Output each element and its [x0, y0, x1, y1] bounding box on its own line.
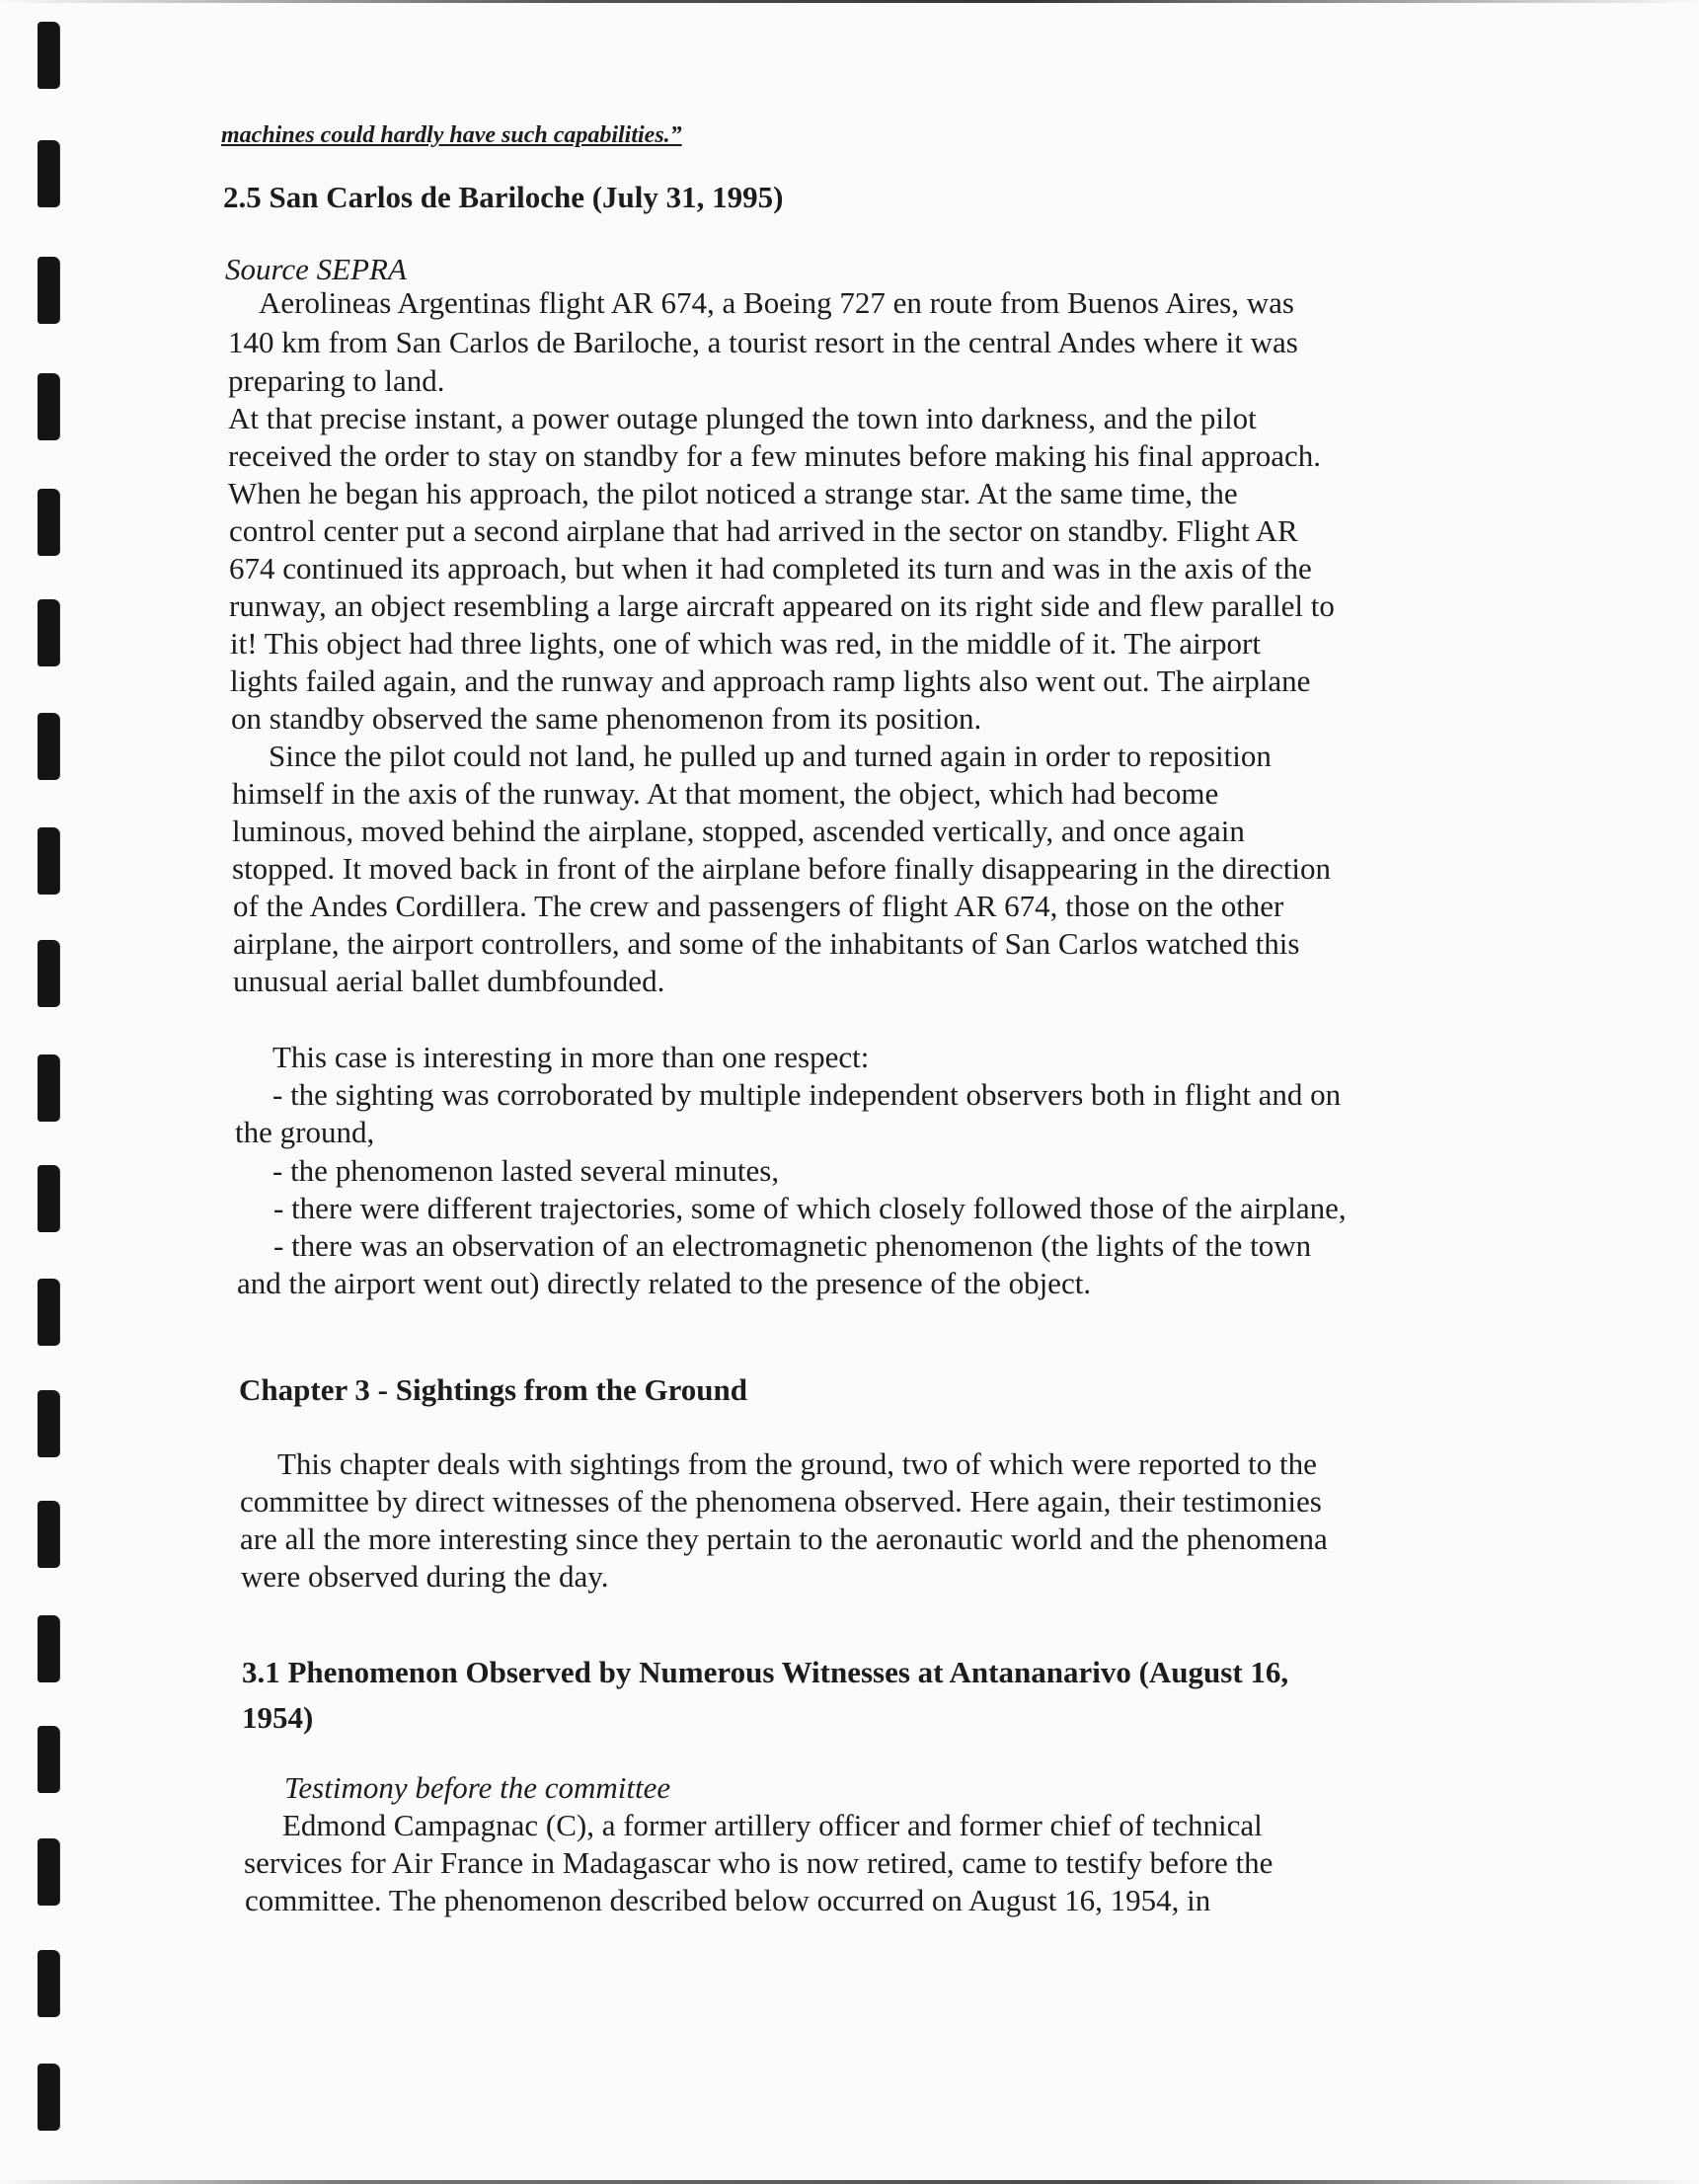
paragraph-line: on standby observed the same phenomenon from its position.: [231, 701, 982, 736]
paragraph-line: are all the more interesting since they pertain to the aeronautic world and the phenomena: [240, 1521, 1328, 1556]
paragraph-line: of the Andes Cordillera. The crew and passengers of flight AR 674, those on the other: [233, 889, 1284, 923]
paragraph-line: At that precise instant, a power outage plunged the town into darkness, and the pilot: [228, 401, 1257, 435]
section-3-1-heading: 1954): [242, 1700, 314, 1735]
paragraph-line: stopped. It moved back in front of the airplane before finally disappearing in the direction: [232, 851, 1332, 886]
bullet-line: - the sighting was corroborated by multiple independent observers both in flight and on: [272, 1077, 1342, 1112]
paragraph-line: it! This object had three lights, one of which was red, in the middle of it. The airport: [230, 626, 1261, 661]
section-3-1-heading: 3.1 Phenomenon Observed by Numerous Witnesses at Antananarivo (August 16,: [242, 1655, 1289, 1689]
paragraph-line: were observed during the day.: [241, 1559, 609, 1594]
paragraph-line: services for Air France in Madagascar who is now retired, came to testify before the: [244, 1845, 1274, 1880]
paragraph-line: Aerolineas Argentinas flight AR 674, a Boeing 727 en route from Buenos Aires, was: [259, 285, 1294, 320]
bullet-line: - there were different trajectories, some of which closely followed those of the airplane,: [273, 1191, 1347, 1225]
paragraph-line: This chapter deals with sightings from the ground, two of which were reported to the: [277, 1446, 1317, 1481]
chapter-3-heading: Chapter 3 - Sightings from the Ground: [239, 1372, 748, 1407]
paragraph-line: lights failed again, and the runway and approach ramp lights also went out. The airplane: [230, 663, 1311, 698]
paragraph-line: unusual aerial ballet dumbfounded.: [233, 964, 665, 998]
paragraph-line: 140 km from San Carlos de Bariloche, a tourist resort in the central Andes where it was: [228, 325, 1298, 359]
source-label: Testimony before the committee: [284, 1770, 671, 1805]
paragraph-line: Edmond Campagnac (C), a former artillery officer and former chief of technical: [282, 1808, 1263, 1842]
paragraph-line: and the airport went out) directly related to the presence of the object.: [237, 1266, 1092, 1300]
paragraph-line: This case is interesting in more than one respect:: [272, 1040, 870, 1074]
paragraph-line: When he began his approach, the pilot noticed a strange star. At the same time, the: [228, 476, 1238, 510]
paragraph-line: the ground,: [235, 1115, 375, 1149]
paragraph-line: control center put a second airplane that had arrived in the sector on standby. Flight AR: [229, 513, 1298, 548]
paragraph-line: preparing to land.: [228, 363, 445, 398]
section-2-5-heading: 2.5 San Carlos de Bariloche (July 31, 1995): [223, 180, 784, 214]
top-quote: machines could hardly have such capabilities.”: [221, 122, 682, 148]
paragraph-line: Since the pilot could not land, he pulled up and turned again in order to reposition: [269, 739, 1272, 773]
source-label: Source SEPRA: [225, 252, 407, 286]
paragraph-line: 674 continued its approach, but when it had completed its turn and was in the axis of the: [229, 551, 1312, 585]
paragraph-line: committee by direct witnesses of the phenomena observed. Here again, their testimonies: [240, 1484, 1322, 1519]
bullet-line: - there was an observation of an electromagnetic phenomenon (the lights of the town: [273, 1228, 1312, 1263]
paragraph-line: committee. The phenomenon described below occurred on August 16, 1954, in: [245, 1883, 1211, 1917]
paragraph-line: luminous, moved behind the airplane, stopped, ascended vertically, and once again: [232, 814, 1245, 848]
paragraph-line: received the order to stay on standby for a few minutes before making his final approach.: [228, 438, 1322, 473]
paragraph-line: runway, an object resembling a large aircraft appeared on its right side and flew parallel to: [229, 588, 1335, 623]
paragraph-line: himself in the axis of the runway. At that moment, the object, which had become: [232, 776, 1219, 811]
bullet-line: - the phenomenon lasted several minutes,: [272, 1153, 780, 1188]
paragraph-line: airplane, the airport controllers, and some of the inhabitants of San Carlos watched this: [233, 926, 1300, 961]
